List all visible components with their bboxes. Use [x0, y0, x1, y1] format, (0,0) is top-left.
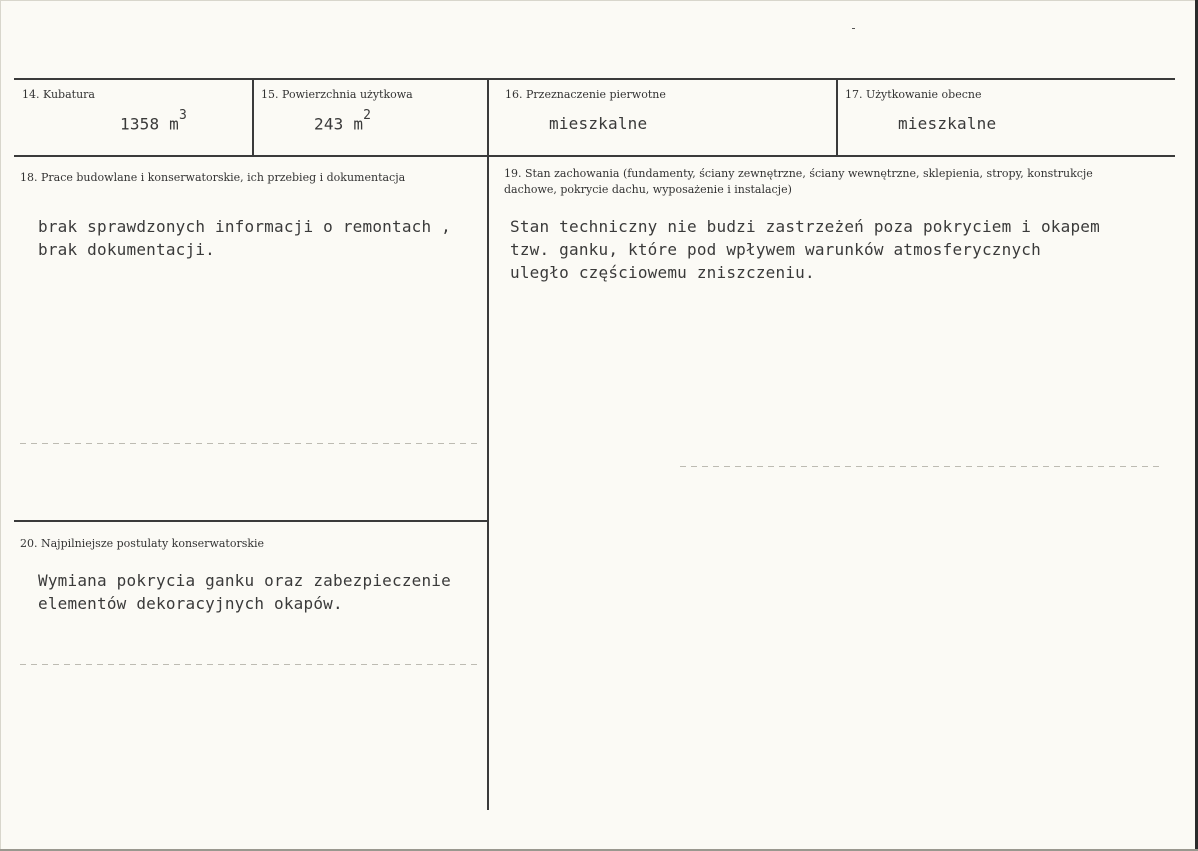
col-divider-16-17: [836, 78, 838, 156]
col-divider-main: [487, 78, 489, 810]
carbon-trace: [680, 466, 1160, 467]
field-18-label: 18. Prace budowlane i konserwatorskie, ich przebieg i dokumentacja: [20, 171, 406, 184]
row-divider: [14, 155, 1175, 157]
field-20-value: Wymiana pokrycia ganku oraz zabezpieczenie elementów dekoracyjnych okapów.: [38, 571, 451, 613]
field-19-label: 19. Stan zachowania (fundamenty, ściany zewnętrzne, ściany wewnętrzne, sklepienia, stropy, konstrukcje dachowe, pokrycie dachu, wyposażenie i instalacje): [504, 167, 1093, 196]
field-17-label: 17. Użytkowanie obecne: [845, 88, 982, 101]
field-16-value: mieszkalne: [549, 114, 648, 133]
field-20-label: 20. Najpilniejsze postulaty konserwatorskie: [20, 537, 265, 550]
field-17-value: mieszkalne: [898, 114, 997, 133]
field-16-label: 16. Przeznaczenie pierwotne: [505, 88, 666, 101]
carbon-trace: [20, 664, 480, 665]
section-divider-18-20: [14, 520, 488, 522]
carbon-trace: [20, 443, 480, 444]
field-18-value: brak sprawdzonych informacji o remontach , brak dokumentacji.: [38, 217, 451, 259]
speck: [852, 28, 855, 29]
field-14-label: 14. Kubatura: [22, 88, 95, 101]
col-divider-14-15: [252, 78, 254, 156]
field-14-value: 1358 $m^3$: [120, 108, 188, 134]
field-15-label: 15. Powierzchnia użytkowa: [261, 88, 413, 101]
field-15-value: 243 $m^2$: [314, 108, 372, 134]
top-rule: [14, 78, 1175, 80]
field-19-value: Stan techniczny nie budzi zastrzeżeń poza pokryciem i okapem tzw. ganku, które pod wpływem warunków atmosferycznych uległo częściowemu zniszczeniu.: [510, 217, 1100, 282]
